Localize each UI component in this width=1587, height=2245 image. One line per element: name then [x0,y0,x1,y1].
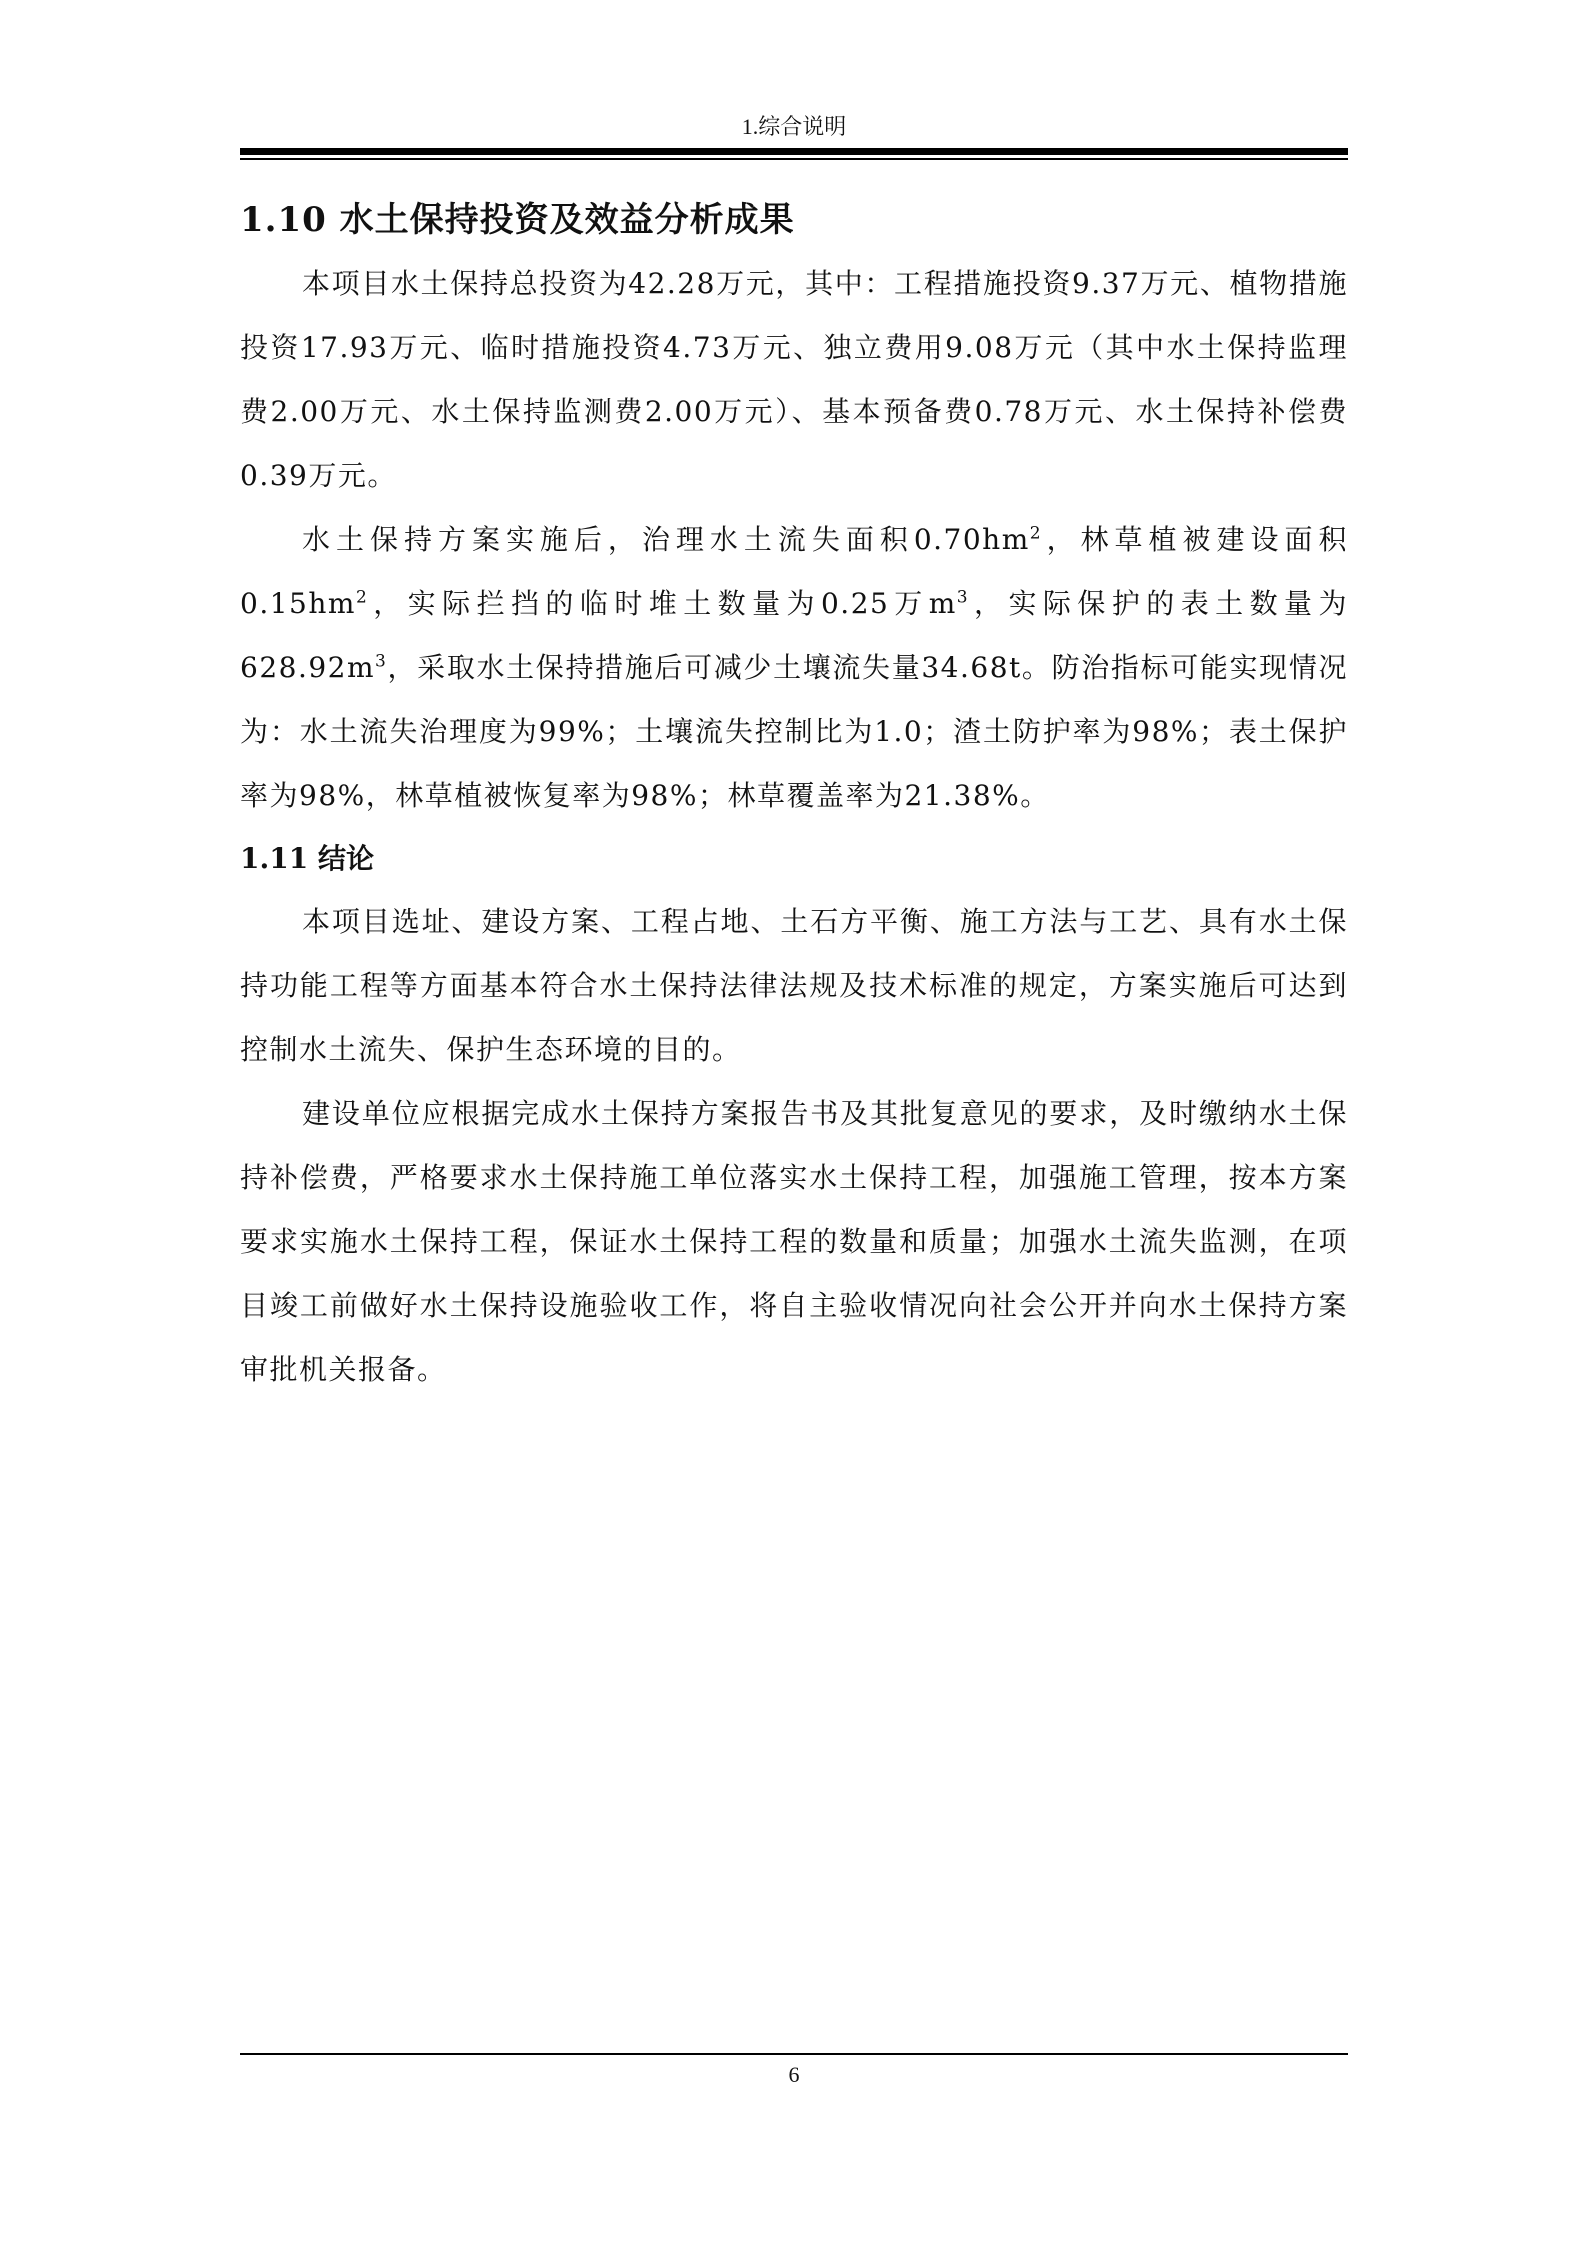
benefit-text-5: ，采取水土保持措施后可减少土壤流失量34.68t。防治指标可能实现情况为：水土流失治理度为99%；土壤流失控制比为1.0；渣土防护率为98%；表土保护率为98%，林草植被恢复率为98%；林草覆盖率为21.38%。 [240,651,1348,812]
page-header-title: 1.综合说明 [741,114,847,139]
header-rule-thick [240,148,1348,155]
footer-rule [240,2053,1348,2055]
document-body [240,188,1348,1402]
superscript-3: 3 [375,651,388,672]
benefit-text-3: ，实际拦挡的临时堆土数量为0.25万m [368,587,957,620]
section-1-11-heading: 1.11 结论 [240,842,374,875]
benefit-paragraph [240,508,1348,828]
benefit-text-1: 水土保持方案实施后，治理水土流失面积0.70hm [302,523,1030,556]
header-rule-thin [240,158,1348,160]
page-number: 6 [788,2062,800,2087]
superscript-2: 2 [1029,523,1043,544]
section-1-10-heading: 1.10 水土保持投资及效益分析成果 [240,200,795,240]
conclusion-paragraph: 本项目选址、建设方案、工程占地、土石方平衡、施工方法与工艺、具有水土保持功能工程等方面基本符合水土保持法律法规及技术标准的规定，方案实施后可达到控制水土流失、保护生态环境的目的。 [240,905,1348,1066]
benefit-text-2: ，林草植被建设面积0.15hm [240,523,1348,620]
requirements-paragraph: 建设单位应根据完成水土保持方案报告书及其批复意见的要求，及时缴纳水土保持补偿费，严格要求水土保持施工单位落实水土保持工程，加强施工管理，按本方案要求实施水土保持工程，保证水土保持工程的数量和质量；加强水土流失监测，在项目竣工前做好水土保持设施验收工作，将自主验收情况向社会公开并向水土保持方案审批机关报备。 [240,1097,1348,1386]
investment-paragraph: 本项目水土保持总投资为42.28万元，其中：工程措施投资9.37万元、植物措施投资17.93万元、临时措施投资4.73万元、独立费用9.08万元（其中水土保持监理费2.00万元、水土保持监测费2.00万元）、基本预备费0.78万元、水土保持补偿费0.39万元。 [240,267,1348,492]
superscript-2: 2 [355,587,369,608]
superscript-3: 3 [956,587,970,608]
benefit-text-4: ，实际保护的表土数量为628.92m [240,587,1348,684]
